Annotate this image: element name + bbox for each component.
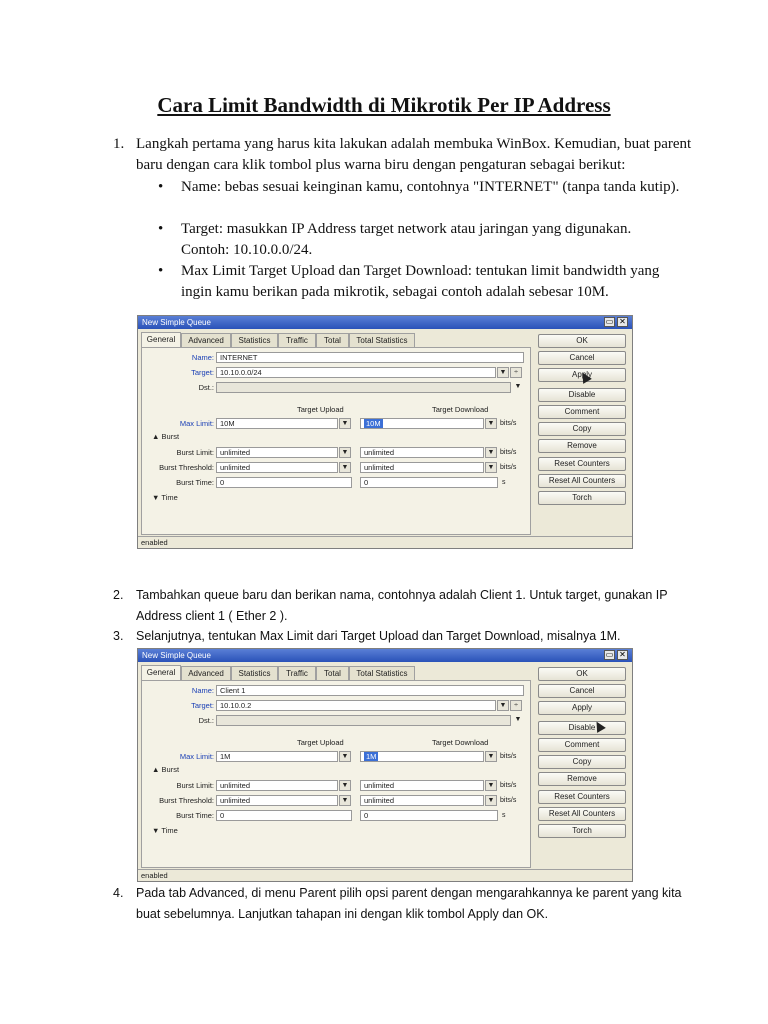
burst-limit-download-input[interactable]: unlimited bbox=[360, 447, 484, 458]
max-limit-upload-dropdown-icon[interactable]: ▼ bbox=[339, 751, 351, 762]
tab-general[interactable]: General bbox=[141, 665, 181, 680]
burst-limit-download-dropdown-icon[interactable]: ▼ bbox=[485, 780, 497, 791]
cancel-button[interactable]: Cancel bbox=[538, 684, 626, 698]
ok-button[interactable]: OK bbox=[538, 667, 626, 681]
burst-threshold-upload-input[interactable]: unlimited bbox=[216, 462, 338, 473]
burst-section-toggle[interactable]: ▲ Burst bbox=[152, 432, 180, 441]
max-limit-upload-input[interactable]: 10M bbox=[216, 418, 338, 429]
tab-traffic[interactable]: Traffic bbox=[278, 333, 316, 347]
max-limit-download-input[interactable]: 1M bbox=[360, 751, 484, 762]
burst-limit-upload-input[interactable]: unlimited bbox=[216, 780, 338, 791]
window-title-bar[interactable]: New Simple Queue bbox=[138, 316, 632, 329]
ok-button[interactable]: OK bbox=[538, 334, 626, 348]
max-limit-upload-input[interactable]: 1M bbox=[216, 751, 338, 762]
remove-button[interactable]: Remove bbox=[538, 772, 626, 786]
target-spin-icon[interactable]: ÷ bbox=[510, 367, 522, 378]
reset-counters-button[interactable]: Reset Counters bbox=[538, 457, 626, 471]
target-input[interactable]: 10.10.0.2 bbox=[216, 700, 496, 711]
minimize-icon[interactable]: ▭ bbox=[605, 317, 614, 326]
tab-advanced[interactable]: Advanced bbox=[181, 666, 231, 680]
apply-button[interactable]: Apply bbox=[538, 368, 626, 382]
max-limit-download-input[interactable]: 10M bbox=[360, 418, 484, 429]
remove-button[interactable]: Remove bbox=[538, 439, 626, 453]
reset-counters-button[interactable]: Reset Counters bbox=[538, 790, 626, 804]
target-spin-icon[interactable]: ÷ bbox=[510, 700, 522, 711]
collapse-down-icon: ▼ bbox=[152, 493, 160, 502]
time-section-toggle[interactable]: ▼ Time bbox=[152, 826, 178, 835]
reset-all-counters-button[interactable]: Reset All Counters bbox=[538, 807, 626, 821]
target-dropdown-icon[interactable]: ▼ bbox=[497, 700, 509, 711]
max-limit-download-dropdown-icon[interactable]: ▼ bbox=[485, 418, 497, 429]
tab-total-statistics[interactable]: Total Statistics bbox=[349, 666, 415, 680]
burst-threshold-upload-dropdown-icon[interactable]: ▼ bbox=[339, 795, 351, 806]
collapse-up-icon: ▲ bbox=[152, 765, 160, 774]
step-text: Pada tab Advanced, di menu Parent pilih opsi parent dengan mengarahkannya ke parent yang kita buat sebelumnya. Lanjutkan tahapan ini dengan klik tombol Apply dan OK. bbox=[136, 886, 682, 921]
step-text: Langkah pertama yang harus kita lakukan adalah membuka WinBox. Kemudian, buat parent baru dengan cara klik tombol plus warna biru dengan pengaturan sebagai berikut: bbox=[136, 136, 692, 173]
disable-button[interactable]: Disable bbox=[538, 721, 626, 735]
torch-button[interactable]: Torch bbox=[538, 824, 626, 838]
name-input[interactable]: Client 1 bbox=[216, 685, 524, 696]
burst-threshold-download-input[interactable]: unlimited bbox=[360, 462, 484, 473]
target-input[interactable]: 10.10.0.0/24 bbox=[216, 367, 496, 378]
close-icon[interactable]: ✕ bbox=[617, 317, 628, 327]
tab-statistics[interactable]: Statistics bbox=[231, 333, 278, 347]
document-title: Cara Limit Bandwidth di Mikrotik Per IP Address bbox=[157, 93, 611, 117]
tab-total-statistics[interactable]: Total Statistics bbox=[349, 333, 415, 347]
time-section-toggle[interactable]: ▼ Time bbox=[152, 493, 178, 502]
torch-button[interactable]: Torch bbox=[538, 491, 626, 505]
burst-time-download-input[interactable]: 0 bbox=[360, 477, 498, 488]
tab-advanced[interactable]: Advanced bbox=[181, 333, 231, 347]
step-number: 4. bbox=[113, 886, 124, 900]
comment-button[interactable]: Comment bbox=[538, 405, 626, 419]
burst-limit-upload-input[interactable]: unlimited bbox=[216, 447, 338, 458]
apply-button[interactable]: Apply bbox=[538, 701, 626, 715]
bullet-icon: • bbox=[158, 179, 164, 195]
new-simple-queue-window-1 bbox=[137, 315, 633, 549]
step-number: 3. bbox=[113, 629, 124, 643]
dst-input[interactable] bbox=[216, 382, 511, 393]
name-input[interactable]: INTERNET bbox=[216, 352, 524, 363]
reset-all-counters-button[interactable]: Reset All Counters bbox=[538, 474, 626, 488]
burst-threshold-upload-dropdown-icon[interactable]: ▼ bbox=[339, 462, 351, 473]
dst-dropdown-icon[interactable]: ▼ bbox=[514, 383, 522, 390]
dst-dropdown-icon[interactable]: ▼ bbox=[514, 716, 522, 723]
target-dropdown-icon[interactable]: ▼ bbox=[497, 367, 509, 378]
minimize-icon[interactable]: ▭ bbox=[605, 650, 614, 659]
tab-traffic[interactable]: Traffic bbox=[278, 666, 316, 680]
window-title-bar[interactable]: New Simple Queue bbox=[138, 649, 632, 662]
general-panel: Name: Client 1 Target: 10.10.0.2 ▼ ÷ Dst.: ▼ Target Upload Target Download Max Limit: 1M ▼ 1M ▼ bits/s ▲ Burst Burst Limit: unlimited ▼ unlimited ▼ bits/s Burst Threshold: unlimited ▼ unlimited ▼ bits/s Burst Time: 0 0 s ▼ Time bbox=[141, 680, 531, 868]
burst-limit-download-input[interactable]: unlimited bbox=[360, 780, 484, 791]
burst-limit-upload-dropdown-icon[interactable]: ▼ bbox=[339, 447, 351, 458]
status-bar: enabled bbox=[138, 536, 632, 548]
burst-time-upload-input[interactable]: 0 bbox=[216, 477, 352, 488]
burst-limit-upload-dropdown-icon[interactable]: ▼ bbox=[339, 780, 351, 791]
max-limit-download-dropdown-icon[interactable]: ▼ bbox=[485, 751, 497, 762]
burst-time-upload-input[interactable]: 0 bbox=[216, 810, 352, 821]
tab-statistics[interactable]: Statistics bbox=[231, 666, 278, 680]
burst-section-toggle[interactable]: ▲ Burst bbox=[152, 765, 180, 774]
general-panel: Name: INTERNET Target: 10.10.0.0/24 ▼ ÷ Dst.: ▼ Target Upload Target Download Max Limit: 10M ▼ 10M ▼ bits/s ▲ Burst Burst Limit: unlimited ▼ unlimited ▼ bits/s Burst Threshold: unlimited ▼ unlimited ▼ bits/s Burst Time: 0 0 s ▼ Time bbox=[141, 347, 531, 535]
burst-threshold-download-dropdown-icon[interactable]: ▼ bbox=[485, 462, 497, 473]
step-number: 2. bbox=[113, 588, 124, 602]
burst-limit-download-dropdown-icon[interactable]: ▼ bbox=[485, 447, 497, 458]
collapse-up-icon: ▲ bbox=[152, 432, 160, 441]
burst-time-download-input[interactable]: 0 bbox=[360, 810, 498, 821]
bullet-icon: • bbox=[158, 221, 164, 237]
disable-button[interactable]: Disable bbox=[538, 388, 626, 402]
tab-total[interactable]: Total bbox=[316, 666, 349, 680]
burst-threshold-download-input[interactable]: unlimited bbox=[360, 795, 484, 806]
cancel-button[interactable]: Cancel bbox=[538, 351, 626, 365]
burst-threshold-upload-input[interactable]: unlimited bbox=[216, 795, 338, 806]
new-simple-queue-window-2 bbox=[137, 648, 633, 882]
status-bar: enabled bbox=[138, 869, 632, 881]
tab-total[interactable]: Total bbox=[316, 333, 349, 347]
collapse-down-icon: ▼ bbox=[152, 826, 160, 835]
close-icon[interactable]: ✕ bbox=[617, 650, 628, 660]
step-text: Tambahkan queue baru dan berikan nama, contohnya adalah Client 1. Untuk target, gunakan IP Address client 1 ( Ether 2 ). bbox=[136, 588, 668, 623]
bullet-icon: • bbox=[158, 263, 164, 279]
copy-button[interactable]: Copy bbox=[538, 422, 626, 436]
comment-button[interactable]: Comment bbox=[538, 738, 626, 752]
step-text: Selanjutnya, tentukan Max Limit dari Target Upload dan Target Download, misalnya 1M. bbox=[136, 629, 621, 643]
tab-general[interactable]: General bbox=[141, 332, 181, 347]
max-limit-upload-dropdown-icon[interactable]: ▼ bbox=[339, 418, 351, 429]
burst-threshold-download-dropdown-icon[interactable]: ▼ bbox=[485, 795, 497, 806]
dst-input[interactable] bbox=[216, 715, 511, 726]
step-number: 1. bbox=[113, 136, 125, 152]
copy-button[interactable]: Copy bbox=[538, 755, 626, 769]
